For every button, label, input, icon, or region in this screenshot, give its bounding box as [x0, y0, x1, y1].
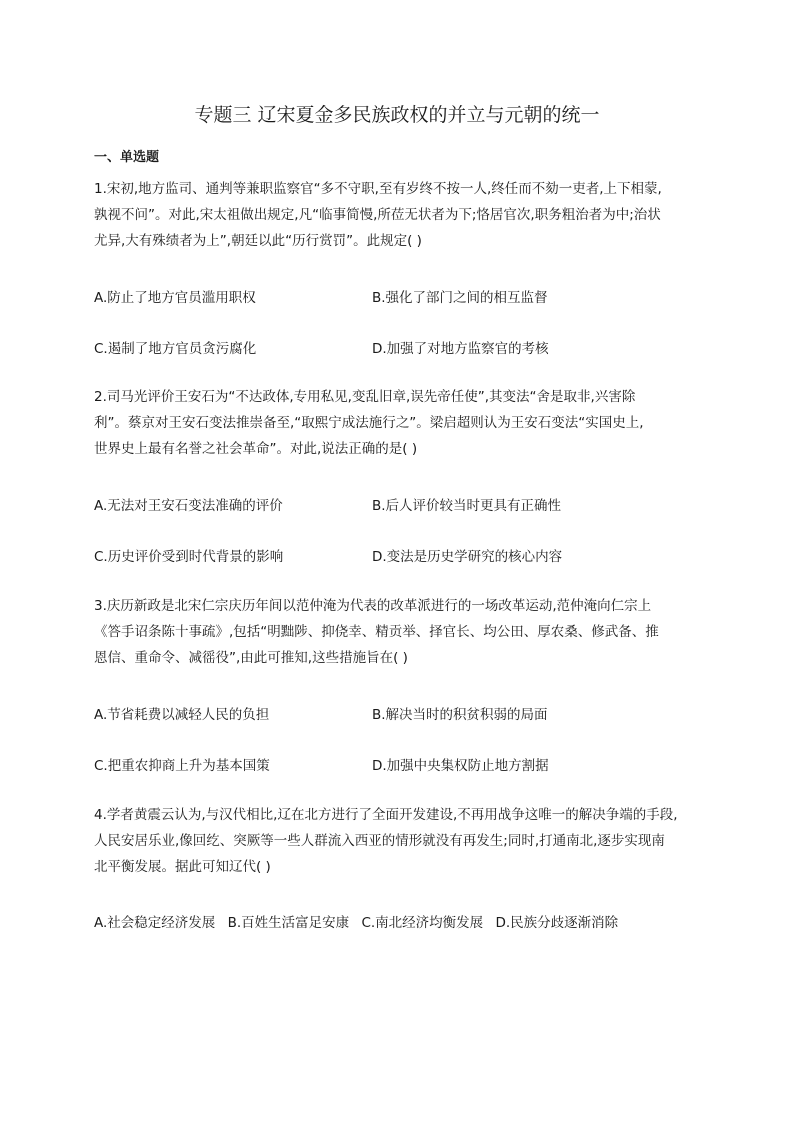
question-4-options	[94, 911, 700, 931]
question-4-option-d[interactable]: D.民族分歧逐渐消除	[495, 915, 619, 931]
question-3-stem-line-1: 3.庆历新政是北宋仁宗庆历年间以范仲淹为代表的改革派进行的一场改革运动,范仲淹向仁宗上	[94, 598, 652, 614]
question-1-option-d[interactable]: D.加强了对地方监察官的考核	[372, 341, 549, 357]
question-3-option-c[interactable]: C.把重农抑商上升为基本国策	[94, 758, 270, 774]
question-2-option-a[interactable]: A.无法对王安石变法准确的评价	[94, 498, 283, 514]
question-1-option-a[interactable]: A.防止了地方官员滥用职权	[94, 290, 256, 306]
question-2-option-c[interactable]: C.历史评价受到时代背景的影响	[94, 549, 284, 565]
question-3-stem-line-3: 恩信、重命令、减徭役”,由此可推知,这些措施旨在( )	[94, 650, 408, 666]
question-4-stem	[94, 802, 700, 880]
question-4	[94, 802, 700, 880]
section-heading: 一、单选题	[94, 150, 160, 165]
question-2-stem-line-2: 利”。蔡京对王安石变法推崇备至,“取熙宁成法施行之”。梁启超则认为王安石变法“实国史上,	[94, 415, 644, 431]
question-4-option-b[interactable]: B.百姓生活富足安康	[227, 915, 350, 931]
question-2-stem-line-1: 2.司马光评价王安石为“不达政体,专用私见,变乱旧章,误先帝任使”,其变法“舍是取非,兴害除	[94, 389, 636, 405]
question-3-stem-line-2: 《答手诏条陈十事疏》,包括“明黜陟、抑侥幸、精贡举、择官长、均公田、厚农桑、修武备、推	[94, 624, 659, 640]
question-1-stem-line-1: 1.宋初,地方监司、通判等兼职监察官“多不守职,至有岁终不按一人,终任而不劾一吏者,上下相蒙,	[94, 181, 662, 197]
question-2-stem	[94, 384, 700, 462]
question-4-option-a[interactable]: A.社会稳定经济发展	[94, 915, 216, 931]
question-3-option-d[interactable]: D.加强中央集权防止地方割据	[372, 758, 549, 774]
question-1-option-b[interactable]: B.强化了部门之间的相互监督	[372, 290, 548, 306]
question-4-stem-line-2: 人民安居乐业,像回纥、突厥等一些人群流入西亚的情形就没有再发生;同时,打通南北,逐步实现南	[94, 833, 665, 849]
question-4-option-row	[94, 911, 700, 931]
question-4-option-c[interactable]: C.南北经济均衡发展	[361, 915, 484, 931]
question-1	[94, 176, 700, 254]
question-4-stem-line-1: 4.学者黄震云认为,与汉代相比,辽在北方进行了全面开发建设,不再用战争这唯一的解决争端的手段,	[94, 807, 678, 823]
question-3	[94, 593, 700, 671]
question-1-stem	[94, 176, 700, 254]
question-1-option-c[interactable]: C.遏制了地方官员贪污腐化	[94, 341, 257, 357]
document-title: 专题三 辽宋夏金多民族政权的并立与元朝的统一	[194, 104, 600, 126]
question-2	[94, 384, 700, 462]
question-1-stem-line-3: 尤异,大有殊绩者为上”,朝廷以此“历行赏罚”。此规定( )	[94, 233, 422, 249]
question-2-option-b[interactable]: B.后人评价较当时更具有正确性	[372, 498, 562, 514]
question-3-option-b[interactable]: B.解决当时的积贫积弱的局面	[372, 707, 548, 723]
question-3-option-a[interactable]: A.节省耗费以减轻人民的负担	[94, 707, 270, 723]
question-2-option-d[interactable]: D.变法是历史学研究的核心内容	[372, 549, 563, 565]
question-1-stem-line-2: 孰视不问”。对此,宋太祖做出规定,凡“临事简慢,所莅无状者为下;恪居官次,职务粗治者为中;治状	[94, 207, 661, 223]
question-2-stem-line-3: 世界史上最有名誉之社会革命”。对此,说法正确的是( )	[94, 441, 418, 457]
question-4-stem-line-3: 北平衡发展。据此可知辽代( )	[94, 859, 271, 875]
question-3-stem	[94, 593, 700, 671]
